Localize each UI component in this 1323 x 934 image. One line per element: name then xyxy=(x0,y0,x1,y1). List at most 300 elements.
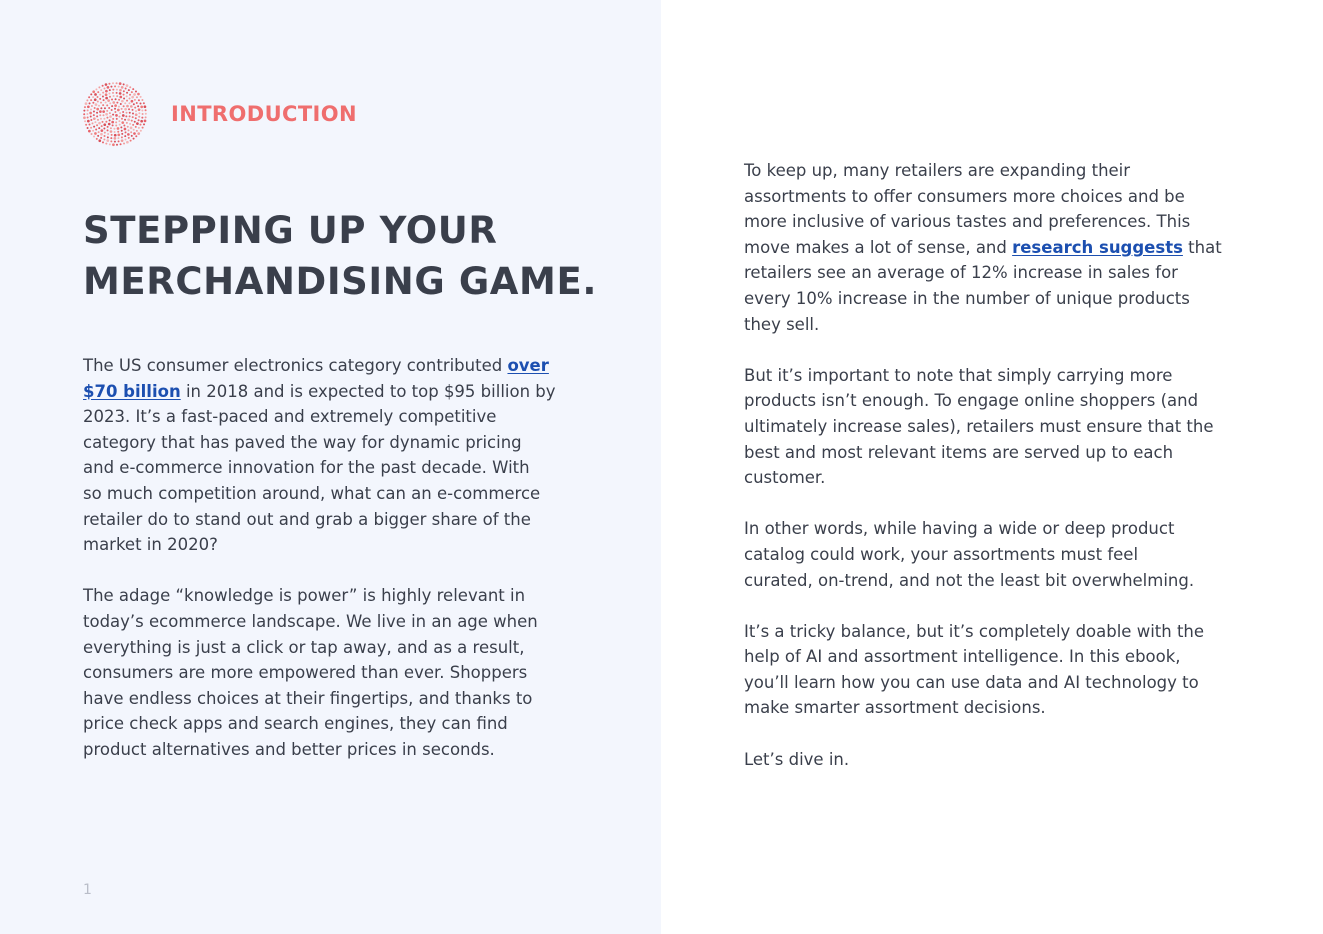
sphere-dot xyxy=(121,130,123,132)
sphere-dot xyxy=(111,109,113,111)
over-70-billion-link-cont[interactable]: $70 billion xyxy=(83,381,181,401)
sphere-dot xyxy=(87,117,89,119)
sphere-dot xyxy=(123,105,125,107)
sphere-dot xyxy=(93,111,95,113)
sphere-dot xyxy=(105,83,108,86)
page-title-line-2: MERCHANDISING GAME. xyxy=(83,260,597,303)
sphere-dot xyxy=(137,105,139,107)
sphere-dot xyxy=(124,119,126,121)
sphere-dot xyxy=(114,111,116,113)
sphere-dot xyxy=(130,127,133,130)
right-column-text xyxy=(744,158,1264,798)
sphere-dot xyxy=(137,132,140,135)
body-paragraph-2 xyxy=(744,363,1264,491)
sphere-dot xyxy=(123,124,125,126)
sphere-dot xyxy=(94,132,97,135)
sphere-dot xyxy=(135,113,138,116)
sphere-dot xyxy=(83,116,86,119)
sphere-dot xyxy=(128,89,130,91)
sphere-dot xyxy=(121,139,124,142)
sphere-dot xyxy=(93,136,95,138)
sphere-dot xyxy=(117,127,120,130)
text-line: today’s ecommerce landscape. We live in an age when xyxy=(83,611,538,631)
sphere-dot xyxy=(103,87,105,89)
text-line: move makes a lot of sense, and research suggests that xyxy=(744,237,1222,257)
sphere-dot xyxy=(110,137,112,139)
sphere-dot xyxy=(92,102,94,104)
text-line: It’s a tricky balance, but it’s completely doable with the xyxy=(744,621,1205,641)
sphere-dot xyxy=(135,110,137,112)
sphere-dot xyxy=(119,112,121,114)
sphere-dot xyxy=(103,138,105,140)
sphere-dot xyxy=(123,97,125,99)
sphere-dot xyxy=(141,109,143,111)
sphere-dot xyxy=(125,139,127,141)
sphere-dot xyxy=(134,107,136,109)
sphere-dot xyxy=(135,90,137,92)
sphere-dot xyxy=(133,138,135,140)
text-line: products isn’t enough. To engage online shoppers (and xyxy=(744,391,1199,411)
sphere-dot xyxy=(88,96,90,98)
sphere-dot xyxy=(97,135,99,137)
sphere-dot xyxy=(116,144,118,146)
sphere-dot xyxy=(108,107,110,109)
sphere-dot xyxy=(102,141,104,143)
sphere-dot xyxy=(126,95,128,97)
sphere-dot xyxy=(89,102,91,104)
sphere-dot xyxy=(127,126,129,128)
intro-paragraph-1 xyxy=(83,353,603,558)
sphere-dot xyxy=(93,126,95,128)
sphere-dot xyxy=(127,118,130,121)
sphere-dot xyxy=(92,90,95,93)
sphere-dot xyxy=(98,105,100,107)
sphere-dot xyxy=(108,83,110,85)
sphere-dot xyxy=(118,106,120,108)
sphere-dot xyxy=(115,125,117,127)
text-line: But it’s important to note that simply carrying more xyxy=(744,365,1173,385)
sphere-dot xyxy=(136,122,139,125)
sphere-dot xyxy=(110,130,113,133)
sphere-dot xyxy=(110,127,112,129)
sphere-dot xyxy=(135,117,137,119)
sphere-dot xyxy=(136,130,138,132)
sphere-dot xyxy=(119,89,122,92)
sphere-dot xyxy=(118,120,120,122)
text-line: everything is just a click or tap away, and as a result, xyxy=(83,637,525,657)
sphere-dot xyxy=(104,132,106,134)
sphere-dot xyxy=(121,100,124,103)
sphere-dot xyxy=(127,133,130,136)
sphere-dot xyxy=(121,136,123,138)
sphere-dot xyxy=(136,102,138,104)
sphere-dot xyxy=(94,121,96,123)
sphere-dot xyxy=(124,135,126,137)
sphere-dot xyxy=(118,116,120,118)
sphere-dot xyxy=(102,121,104,123)
sphere-dot xyxy=(84,120,86,122)
sphere-dot xyxy=(131,135,133,137)
sphere-dot xyxy=(128,108,130,110)
text-line: Let’s dive in. xyxy=(744,749,850,769)
text-line: 2023. It’s a fast-paced and extremely competitive xyxy=(83,407,497,427)
sphere-dot xyxy=(129,115,131,117)
sphere-dot xyxy=(114,108,116,110)
sphere-dot xyxy=(132,116,134,118)
sphere-dot xyxy=(133,103,135,105)
sphere-dot xyxy=(116,92,118,94)
sphere-dot xyxy=(107,133,109,135)
sphere-dot xyxy=(116,95,118,97)
sphere-dot xyxy=(113,128,115,130)
sphere-dot xyxy=(96,115,98,117)
sphere-dot xyxy=(128,137,130,139)
body-paragraph-4 xyxy=(744,619,1264,721)
sphere-dot xyxy=(117,134,120,137)
sphere-dot xyxy=(109,143,111,145)
sphere-dot xyxy=(101,129,104,132)
sphere-dot xyxy=(117,109,120,112)
sphere-dot xyxy=(138,112,140,114)
text-line: you’ll learn how you can use data and AI technology to xyxy=(744,672,1199,692)
sphere-dot xyxy=(90,119,92,121)
sphere-dot xyxy=(126,100,128,102)
sphere-dot xyxy=(105,93,108,96)
research-suggests-link[interactable]: research suggests xyxy=(1012,237,1183,257)
sphere-dot xyxy=(101,125,103,127)
sphere-dot xyxy=(130,140,132,142)
sphere-dot xyxy=(141,117,143,119)
sphere-dot xyxy=(109,115,112,118)
sphere-dot xyxy=(102,110,105,113)
sphere-dot xyxy=(126,141,129,144)
sphere-dot xyxy=(140,102,142,104)
sphere-dot xyxy=(98,122,101,125)
text-line: best and most relevant items are served up to each xyxy=(744,442,1174,462)
sphere-dot xyxy=(96,138,98,140)
sphere-dot xyxy=(96,112,98,114)
sphere-dot xyxy=(83,110,85,112)
sphere-dot xyxy=(126,105,129,108)
sphere-dot xyxy=(131,120,133,122)
text-line: To keep up, many retailers are expanding their xyxy=(744,161,1131,180)
sphere-dot xyxy=(115,121,117,123)
sphere-dot xyxy=(121,108,123,110)
sphere-dot xyxy=(115,114,118,117)
sphere-dot xyxy=(89,112,92,115)
sphere-dot xyxy=(111,121,114,124)
sphere-dot xyxy=(90,93,92,95)
sphere-dot xyxy=(118,99,120,101)
sphere-dot xyxy=(143,102,145,104)
sphere-dot xyxy=(95,129,97,131)
sphere-dot xyxy=(143,123,145,125)
sphere-dot xyxy=(97,96,99,98)
sphere-dot xyxy=(100,107,102,109)
sphere-dot xyxy=(92,96,94,98)
text-line: curated, on-trend, and not the least bit overwhelming. xyxy=(744,570,1195,590)
section-label: INTRODUCTION xyxy=(171,102,357,126)
sphere-dot xyxy=(93,114,95,116)
sphere-dot xyxy=(108,93,110,95)
text-line: In other words, while having a wide or deep product xyxy=(744,519,1175,539)
text-line: every 10% increase in the number of unique products xyxy=(744,288,1190,308)
sphere-dot xyxy=(126,112,128,114)
over-70-billion-link[interactable]: over xyxy=(507,356,549,375)
sphere-dot xyxy=(100,133,103,136)
sphere-dot xyxy=(103,123,106,126)
sphere-dot xyxy=(88,124,90,126)
sphere-dot xyxy=(99,110,102,113)
sphere-dot xyxy=(104,135,106,137)
sphere-dot xyxy=(118,140,120,142)
text-line: $70 billion in 2018 and is expected to top $95 billion by xyxy=(83,381,556,401)
sphere-dot xyxy=(109,119,111,121)
sphere-dot xyxy=(132,109,134,111)
sphere-dot xyxy=(114,131,116,133)
sphere-dot xyxy=(92,122,94,124)
sphere-dot xyxy=(100,89,102,91)
section-header xyxy=(80,80,357,148)
sphere-dot xyxy=(102,96,104,98)
sphere-dot xyxy=(110,140,112,142)
sphere-dot xyxy=(87,105,90,108)
sphere-dot xyxy=(97,119,99,121)
sphere-dot xyxy=(119,82,122,85)
sphere-dot xyxy=(131,100,134,103)
text-line: The adage “knowledge is power” is highly relevant in xyxy=(83,586,526,606)
sphere-dot xyxy=(96,108,99,111)
sphere-dot xyxy=(126,84,129,87)
sphere-dot xyxy=(129,98,131,100)
sphere-dot xyxy=(132,112,134,114)
sphere-dot xyxy=(100,118,102,120)
sphere-dot xyxy=(97,101,99,103)
sphere-dot xyxy=(130,131,132,133)
sphere-dot xyxy=(107,86,110,89)
sphere-dot xyxy=(121,86,124,89)
sphere-dot xyxy=(138,127,140,129)
sphere-dot xyxy=(133,132,136,135)
sphere-dot xyxy=(128,102,130,104)
sphere-dot xyxy=(111,134,113,136)
text-line: help of AI and assortment intelligence. In this ebook, xyxy=(744,647,1181,667)
sphere-dot xyxy=(102,104,104,106)
sphere-dot xyxy=(91,105,93,107)
sphere-dot xyxy=(130,105,133,108)
sphere-dot xyxy=(83,113,85,115)
sphere-dot xyxy=(98,131,100,133)
sphere-dot xyxy=(112,114,114,116)
sphere-dot xyxy=(99,98,101,100)
sphere-dot xyxy=(122,111,124,113)
sphere-dot xyxy=(140,106,143,109)
sphere-dot xyxy=(114,85,116,87)
sphere-dot xyxy=(145,116,147,118)
sphere-dot xyxy=(116,118,118,120)
sphere-dot xyxy=(94,107,96,109)
sphere-dot xyxy=(142,127,144,129)
sphere-dot xyxy=(87,127,89,129)
sphere-dot xyxy=(120,143,122,145)
sphere-dot xyxy=(134,121,136,123)
sphere-dot xyxy=(117,137,119,139)
sphere-dot xyxy=(95,88,97,90)
body-paragraph-5 xyxy=(744,747,1264,773)
sphere-dot xyxy=(100,137,102,139)
sphere-dot xyxy=(129,86,131,88)
sphere-dot xyxy=(123,90,125,92)
text-line: price check apps and search engines, they can find xyxy=(83,714,508,734)
sphere-dot xyxy=(129,112,131,114)
sphere-dot xyxy=(116,102,118,104)
sphere-dot xyxy=(137,93,140,96)
sphere-dot xyxy=(135,126,137,128)
sphere-dot xyxy=(118,86,120,88)
sphere-dot xyxy=(114,134,117,137)
sphere-dot xyxy=(132,88,134,90)
sphere-dot xyxy=(126,92,128,94)
sphere-dot xyxy=(105,90,108,93)
sphere-dot xyxy=(114,137,117,140)
sphere-dot xyxy=(138,108,141,111)
sphere-dot xyxy=(104,107,106,109)
text-line: category that has paved the way for dynamic pricing xyxy=(83,432,522,452)
sphere-dot xyxy=(111,99,113,101)
sphere-dot xyxy=(105,97,108,100)
sphere-dot xyxy=(90,116,92,118)
text-line: customer. xyxy=(744,468,826,488)
sphere-dot xyxy=(121,118,123,120)
sphere-dot xyxy=(92,130,94,132)
sphere-dot xyxy=(119,124,121,126)
sphere-dot xyxy=(139,124,141,126)
sphere-dot xyxy=(109,112,111,114)
sphere-dot xyxy=(107,126,109,128)
sphere-dot xyxy=(125,131,127,133)
text-line: and e-commerce innovation for the past decade. With xyxy=(83,458,530,478)
sphere-dot xyxy=(95,103,98,106)
sphere-dot xyxy=(112,82,114,84)
sphere-dot xyxy=(90,99,92,101)
sphere-dot xyxy=(121,133,123,135)
sphere-dot xyxy=(103,128,105,130)
sphere-dot xyxy=(119,92,122,95)
sphere-dot xyxy=(112,92,114,94)
sphere-dot xyxy=(88,130,91,133)
sphere-dot xyxy=(140,120,143,123)
sphere-dot xyxy=(120,126,122,128)
sphere-dot xyxy=(93,117,96,120)
sphere-dot xyxy=(119,96,122,99)
sphere-dot xyxy=(112,143,115,146)
sphere-dot xyxy=(132,124,134,126)
sphere-dot xyxy=(85,102,88,105)
sphere-dot xyxy=(105,113,108,116)
sphere-dot xyxy=(86,99,88,101)
sphere-dot xyxy=(125,88,127,90)
sphere-dot xyxy=(102,114,104,116)
sphere-dot xyxy=(107,136,109,138)
sphere-dot xyxy=(124,128,127,131)
sphere-dot xyxy=(138,99,140,101)
text-line: retailers see an average of 12% increase in sales for xyxy=(744,263,1178,283)
sphere-dot xyxy=(85,124,87,126)
sphere-dot xyxy=(123,83,125,85)
sphere-dot xyxy=(102,92,104,94)
sphere-dot xyxy=(145,113,147,115)
sphere-dot xyxy=(110,86,112,88)
sphere-dot xyxy=(133,129,135,131)
sphere-dot xyxy=(136,96,138,98)
sphere-dot xyxy=(129,94,131,96)
sphere-dot xyxy=(90,108,92,110)
sphere-dot xyxy=(107,99,110,102)
text-line: have endless choices at their fingertips, and thanks to xyxy=(83,688,533,708)
sphere-dot xyxy=(84,106,86,108)
sphere-dot xyxy=(124,108,127,111)
sphere-dot xyxy=(129,123,131,125)
sphere-dot xyxy=(131,96,134,99)
left-column-text xyxy=(83,353,603,788)
sphere-dot xyxy=(122,114,125,117)
sphere-dot xyxy=(86,113,88,115)
sphere-dot xyxy=(96,124,98,126)
sphere-dot xyxy=(87,109,89,111)
page-title-line-1: STEPPING UP YOUR xyxy=(83,209,498,252)
text-line: make smarter assortment decisions. xyxy=(744,698,1046,718)
sphere-dot xyxy=(135,135,137,137)
sphere-dot xyxy=(114,104,117,107)
sphere-dot xyxy=(142,113,144,115)
text-line: catalog could work, your assortments must feel xyxy=(744,544,1139,564)
sphere-dot xyxy=(87,120,90,123)
sphere-dot xyxy=(105,102,107,104)
sphere-dot xyxy=(112,124,114,126)
sphere-dot xyxy=(98,139,101,142)
sphere-dot xyxy=(123,94,125,96)
intro-paragraph-2 xyxy=(83,583,603,762)
sphere-dot xyxy=(120,103,122,105)
sphere-dot xyxy=(133,93,136,96)
sphere-dot xyxy=(111,105,113,107)
sphere-dot xyxy=(99,114,101,116)
sphere-dot xyxy=(114,141,116,143)
sphere-dot xyxy=(106,110,108,112)
sphere-dot xyxy=(112,89,114,91)
sphere-dot xyxy=(125,115,127,117)
text-line: they sell. xyxy=(744,314,820,334)
sphere-dot xyxy=(107,129,109,131)
sphere-dot xyxy=(106,139,109,142)
sphere-dot xyxy=(145,109,147,111)
sphere-dot xyxy=(94,93,97,96)
sphere-dot xyxy=(90,127,92,129)
sphere-dot xyxy=(106,117,108,119)
text-line: market in 2020? xyxy=(83,535,218,555)
sphere-dot xyxy=(144,105,147,108)
sphere-dot xyxy=(91,133,93,135)
sphere-dot xyxy=(100,102,102,104)
sphere-dot xyxy=(138,116,140,118)
sphere-dot xyxy=(105,143,107,145)
text-line: The US consumer electronics category contributed over xyxy=(83,356,549,375)
sphere-dot xyxy=(117,131,119,133)
sphere-dot xyxy=(121,121,124,124)
text-line: so much competition around, what can an e-commerce xyxy=(83,483,541,503)
sphere-dot xyxy=(138,119,140,121)
sphere-dot xyxy=(94,98,97,101)
